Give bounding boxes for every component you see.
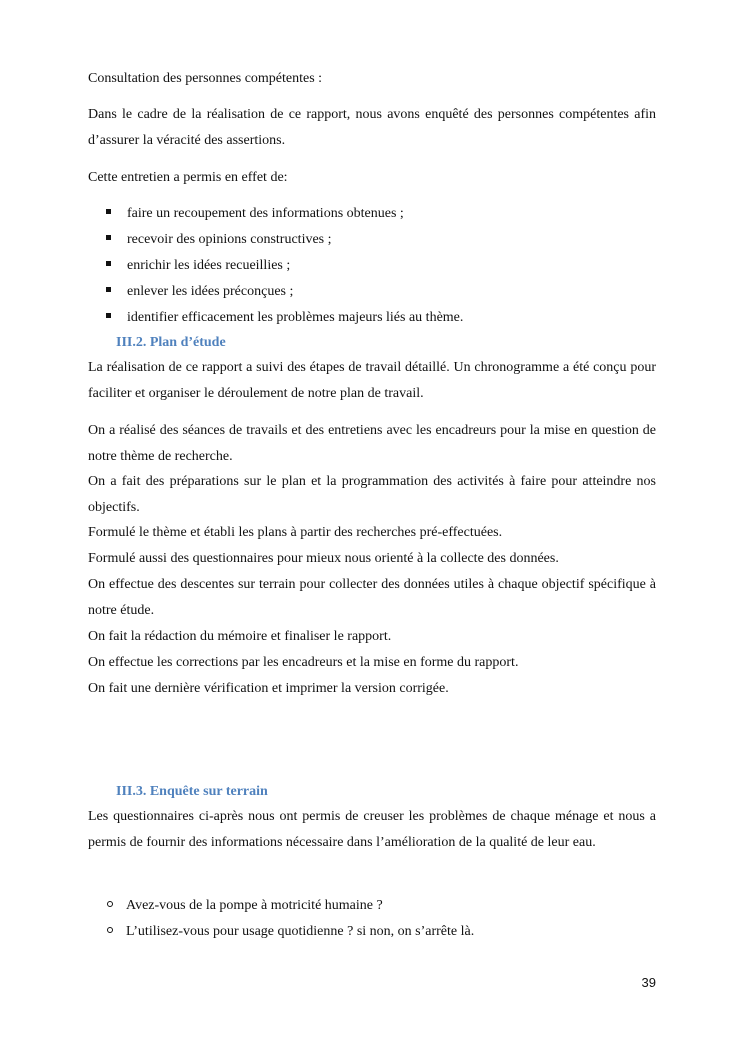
square-bullet-icon: [106, 235, 111, 240]
bullet-item: identifier efficacement les problèmes majeurs liés au thème.: [106, 308, 463, 328]
plan-paragraph-2: On a réalisé des séances de travails et des entretiens avec les encadreurs pour la mise en question de notre thème de recherche.: [88, 423, 656, 464]
plan-line-4: Formulé le thème et établi les plans à partir des recherches pré-effectuées.: [88, 525, 503, 540]
square-bullet-icon: [106, 313, 111, 318]
page-number: 39: [641, 975, 656, 990]
bullet-item: enlever les idées préconçues ;: [106, 282, 293, 302]
section-heading-survey: III.3. Enquête sur terrain: [116, 784, 268, 799]
circle-bullet-icon: [107, 927, 113, 933]
bullet-item: recevoir des opinions constructives ;: [106, 230, 332, 250]
consultation-paragraph: Dans le cadre de la réalisation de ce rapport, nous avons enquêté des personnes compétentes afin d’assurer la véracité des assertions.: [88, 107, 656, 148]
consultation-title: Consultation des personnes compétentes :: [88, 71, 323, 86]
survey-paragraph: Les questionnaires ci-après nous ont permis de creuser les problèmes de chaque ménage et nous a permis de fournir des informations nécessaire dans l’amélioration de la qualité de leur eau.: [88, 809, 656, 850]
interview-lead: Cette entretien a permis en effet de:: [88, 170, 288, 185]
plan-paragraph-3: On a fait des préparations sur le plan et la programmation des activités à faire pour atteindre nos objectifs.: [88, 474, 656, 515]
question-item: Avez-vous de la pompe à motricité humaine ?: [106, 896, 383, 916]
circle-bullet-icon: [107, 901, 113, 907]
square-bullet-icon: [106, 261, 111, 266]
square-bullet-icon: [106, 209, 111, 214]
square-bullet-icon: [106, 287, 111, 292]
bullet-item: faire un recoupement des informations obtenues ;: [106, 204, 404, 224]
question-item: L’utilisez-vous pour usage quotidienne ? si non, on s’arrête là.: [106, 922, 474, 942]
plan-line-9: On fait une dernière vérification et imprimer la version corrigée.: [88, 681, 449, 696]
plan-paragraph-6: On effectue des descentes sur terrain pour collecter des données utiles à chaque objectif spécifique à notre étude.: [88, 577, 656, 618]
plan-line-5: Formulé aussi des questionnaires pour mieux nous orienté à la collecte des données.: [88, 551, 559, 566]
bullet-item: enrichir les idées recueillies ;: [106, 256, 290, 276]
plan-paragraph-1: La réalisation de ce rapport a suivi des étapes de travail détaillé. Un chronogramme a été conçu pour faciliter et organiser le déroulement de notre plan de travail.: [88, 360, 656, 401]
plan-line-8: On effectue les corrections par les encadreurs et la mise en forme du rapport.: [88, 655, 519, 670]
plan-line-7: On fait la rédaction du mémoire et finaliser le rapport.: [88, 629, 392, 644]
section-heading-plan: III.2. Plan d’étude: [116, 335, 226, 350]
